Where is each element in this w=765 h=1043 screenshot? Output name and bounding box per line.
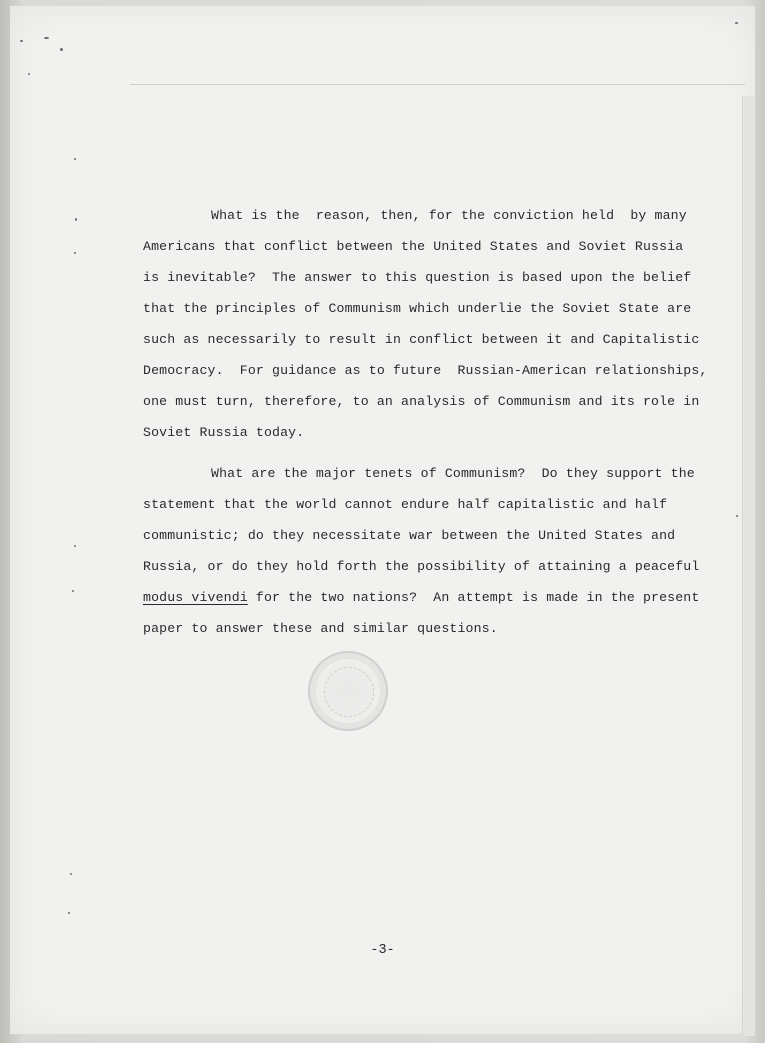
- text-line: paper to answer these and similar questions.: [143, 621, 498, 636]
- scan-speck: [70, 873, 72, 875]
- scan-speck: [74, 252, 76, 254]
- page-number: -3-: [370, 943, 395, 958]
- underlined-phrase: modus vivendi: [143, 590, 248, 605]
- paragraph-1: [143, 200, 708, 448]
- text-fragment: for the two nations? An attempt is made in the present: [247, 590, 700, 605]
- page-fold-line: [130, 84, 745, 85]
- text-line: Soviet Russia today.: [143, 425, 305, 440]
- paragraph-2: [143, 458, 703, 644]
- text-line: Americans that conflict between the United States and Soviet Russia: [143, 239, 684, 254]
- scan-speck: [74, 158, 76, 160]
- text-line: Democracy. For guidance as to future Russian-American relationships,: [143, 363, 708, 378]
- scan-speck: [72, 590, 74, 592]
- text-line: [143, 582, 703, 613]
- scan-speck: [44, 37, 49, 39]
- text-line: such as necessarily to result in conflict between it and Capitalistic: [143, 332, 700, 347]
- scan-speck: [75, 218, 77, 221]
- scan-speck: [74, 545, 76, 547]
- scan-speck: [735, 22, 738, 24]
- scan-speck: [736, 515, 738, 517]
- archive-stamp: [308, 651, 388, 731]
- text-line: communistic; do they necessitate war between the United States and: [143, 528, 676, 543]
- scan-speck: [68, 912, 70, 914]
- page-edge: [742, 96, 755, 1036]
- text-line: statement that the world cannot endure half capitalistic and half: [143, 497, 668, 512]
- scan-speck: [20, 40, 23, 42]
- document-body: [143, 200, 708, 654]
- archive-stamp-inner: [324, 667, 374, 717]
- scan-speck: [60, 48, 63, 51]
- text-line: What is the reason, then, for the conviction held by many: [211, 208, 687, 223]
- text-line: that the principles of Communism which underlie the Soviet State are: [143, 301, 692, 316]
- scan-speck: [28, 73, 30, 75]
- text-line: one must turn, therefore, to an analysis of Communism and its role in: [143, 394, 700, 409]
- text-line: Russia, or do they hold forth the possibility of attaining a peaceful: [143, 559, 700, 574]
- text-line: What are the major tenets of Communism? Do they support the: [211, 466, 695, 481]
- text-line: is inevitable? The answer to this question is based upon the belief: [143, 270, 692, 285]
